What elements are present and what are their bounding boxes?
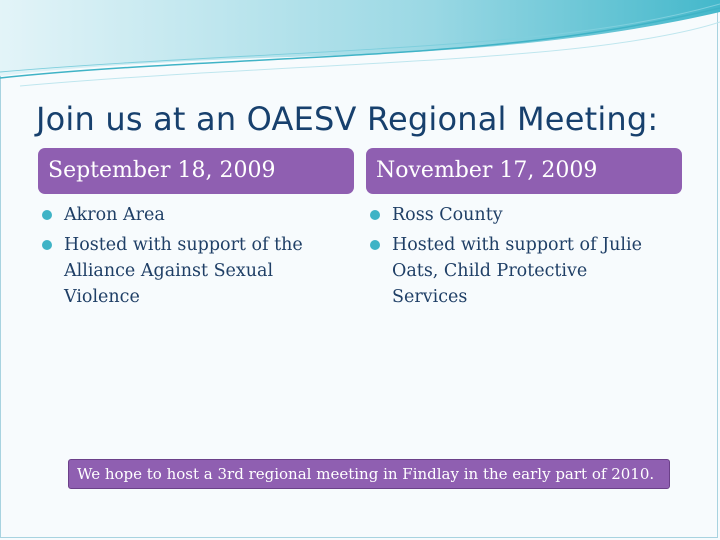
list-item bbox=[366, 202, 682, 228]
meeting-column-september bbox=[38, 148, 354, 314]
meeting-details-list bbox=[366, 202, 682, 310]
bullet-text: Alliance Against Sexual bbox=[64, 261, 274, 281]
slide-title: Join us at an OAESV Regional Meeting: bbox=[36, 100, 659, 138]
bullet-icon bbox=[42, 240, 52, 250]
bullet-icon bbox=[370, 210, 380, 220]
bullet-icon bbox=[370, 240, 380, 250]
bullet-text: Ross County bbox=[392, 205, 503, 225]
list-item bbox=[366, 232, 682, 310]
footnote-banner: We hope to host a 3rd regional meeting in Findlay in the early part of 2010. bbox=[68, 459, 670, 489]
bullet-icon bbox=[42, 210, 52, 220]
bullet-text: Violence bbox=[64, 287, 140, 307]
bullet-text: Akron Area bbox=[64, 205, 165, 225]
list-item bbox=[38, 232, 354, 310]
decorative-wave-banner bbox=[0, 0, 720, 90]
meeting-details-list bbox=[38, 202, 354, 310]
meeting-date-header: November 17, 2009 bbox=[366, 148, 682, 194]
meeting-column-november bbox=[366, 148, 682, 314]
bullet-text: Services bbox=[392, 287, 468, 307]
bullet-text: Hosted with support of Julie bbox=[392, 235, 642, 255]
bullet-text: Hosted with support of the bbox=[64, 235, 303, 255]
list-item bbox=[38, 202, 354, 228]
bullet-text: Oats, Child Protective bbox=[392, 261, 588, 281]
meeting-date-header: September 18, 2009 bbox=[38, 148, 354, 194]
